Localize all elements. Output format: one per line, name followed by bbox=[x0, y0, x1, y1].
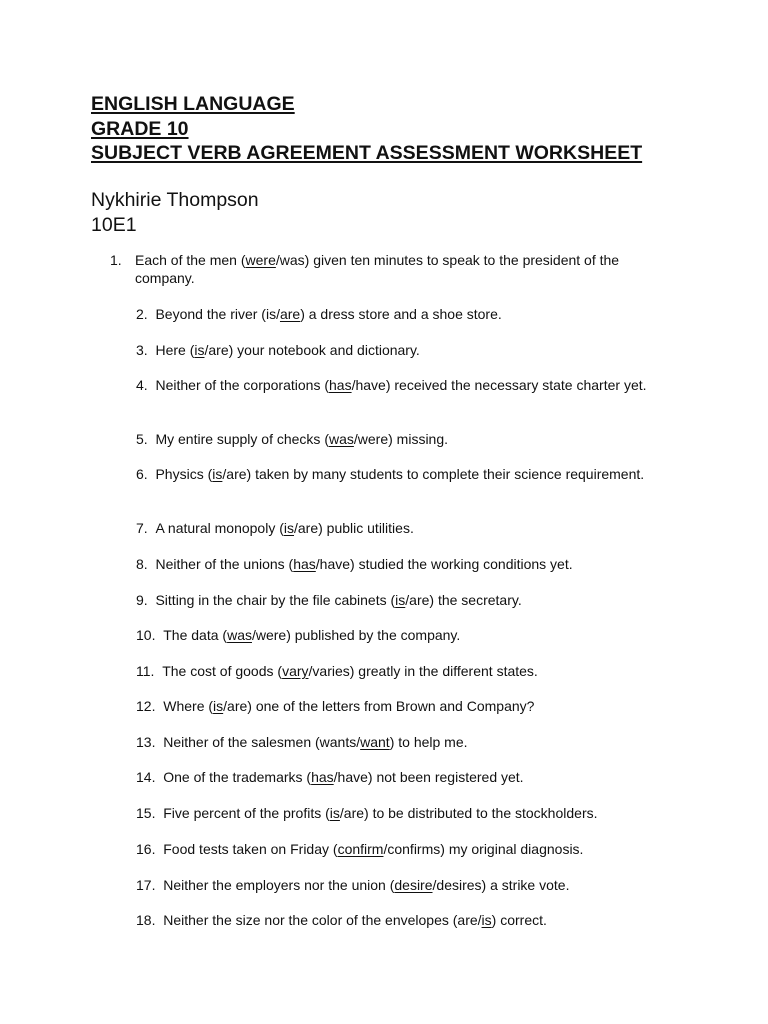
grade-title: GRADE 10 bbox=[91, 117, 189, 140]
selected-answer: are bbox=[279, 306, 301, 322]
question-item bbox=[111, 911, 671, 929]
question-stem: Neither of the salesmen (wants/ bbox=[163, 734, 361, 750]
question-item bbox=[111, 305, 671, 323]
selected-answer: has bbox=[293, 556, 316, 572]
question-stem: Where ( bbox=[163, 698, 214, 714]
question-text bbox=[136, 519, 671, 537]
question-ending: ) missing. bbox=[388, 431, 449, 447]
question-number: 12. bbox=[136, 698, 156, 714]
question-number: 8. bbox=[136, 556, 148, 572]
question-ending: ) studied the working conditions yet. bbox=[350, 556, 573, 572]
question-item bbox=[111, 341, 671, 359]
question-item bbox=[111, 768, 671, 786]
question-text bbox=[136, 840, 671, 858]
question-number: 1. bbox=[110, 252, 122, 268]
question-text bbox=[136, 876, 671, 894]
alternate-option: /have bbox=[333, 769, 368, 785]
question-stem: Physics ( bbox=[155, 466, 213, 482]
selected-answer: is bbox=[213, 698, 224, 714]
question-text bbox=[136, 465, 671, 483]
question-item bbox=[111, 876, 671, 894]
question-ending: ) published by the company. bbox=[286, 627, 461, 643]
question-number: 17. bbox=[136, 877, 156, 893]
question-ending: ) taken by many students to complete their science requirement. bbox=[246, 466, 645, 482]
question-item bbox=[110, 251, 670, 287]
question-number: 11. bbox=[136, 663, 155, 679]
question-ending: ) correct. bbox=[491, 912, 547, 928]
question-text bbox=[136, 697, 671, 715]
alternate-option: /are bbox=[204, 342, 229, 358]
question-number: 18. bbox=[136, 912, 156, 928]
question-stem: A natural monopoly ( bbox=[155, 520, 284, 536]
question-item bbox=[111, 626, 671, 644]
question-item bbox=[111, 555, 671, 573]
alternate-option: /were bbox=[353, 431, 389, 447]
question-text bbox=[136, 768, 671, 786]
question-text bbox=[136, 341, 671, 359]
question-text bbox=[136, 591, 671, 609]
question-stem: Neither the employers nor the union ( bbox=[163, 877, 395, 893]
question-ending: ) a dress store and a shoe store. bbox=[300, 306, 502, 322]
question-stem: Sitting in the chair by the file cabinets ( bbox=[155, 592, 396, 608]
selected-answer: is bbox=[212, 466, 223, 482]
question-ending: ) public utilities. bbox=[318, 520, 414, 536]
question-number: 16. bbox=[136, 841, 156, 857]
student-class: 10E1 bbox=[91, 213, 137, 236]
selected-answer: desire bbox=[394, 877, 433, 893]
selected-answer: vary bbox=[282, 663, 309, 679]
question-text bbox=[136, 733, 671, 751]
question-number: 15. bbox=[136, 805, 156, 821]
question-stem: My entire supply of checks ( bbox=[155, 431, 329, 447]
question-number: 7. bbox=[136, 520, 148, 536]
selected-answer: is bbox=[395, 592, 406, 608]
question-number: 2. bbox=[136, 306, 148, 322]
question-text bbox=[136, 662, 671, 680]
question-number: 14. bbox=[136, 769, 156, 785]
question-stem: Five percent of the profits ( bbox=[163, 805, 330, 821]
selected-answer: was bbox=[227, 627, 252, 643]
subject-title: ENGLISH LANGUAGE bbox=[91, 93, 295, 115]
question-text bbox=[135, 251, 670, 287]
question-text bbox=[136, 376, 671, 394]
question-item bbox=[111, 840, 671, 858]
selected-answer: confirm bbox=[337, 841, 384, 857]
question-text bbox=[136, 911, 671, 929]
question-ending: ) a strike vote. bbox=[481, 877, 570, 893]
alternate-option: /desires bbox=[432, 877, 482, 893]
question-text bbox=[136, 804, 671, 822]
alternate-option: /are bbox=[223, 698, 248, 714]
question-stem: Beyond the river (is/ bbox=[155, 306, 280, 322]
question-stem: Neither the size nor the color of the envelopes (are/ bbox=[163, 912, 482, 928]
alternate-option: /have bbox=[351, 377, 386, 393]
question-ending: ) to be distributed to the stockholders. bbox=[364, 805, 598, 821]
question-item bbox=[111, 519, 671, 537]
student-name: Nykhirie Thompson bbox=[91, 189, 259, 211]
alternate-option: /are bbox=[405, 592, 430, 608]
selected-answer: is bbox=[481, 912, 492, 928]
question-ending: ) the secretary. bbox=[429, 592, 522, 608]
question-stem: Food tests taken on Friday ( bbox=[163, 841, 338, 857]
question-stem: Here ( bbox=[155, 342, 195, 358]
question-item bbox=[111, 591, 671, 609]
question-item bbox=[111, 430, 671, 448]
question-ending: ) received the necessary state charter yet. bbox=[385, 377, 647, 393]
question-text bbox=[136, 430, 671, 448]
question-number: 9. bbox=[136, 592, 148, 608]
selected-answer: were bbox=[245, 252, 276, 268]
selected-answer: is bbox=[194, 342, 205, 358]
alternate-option: /have bbox=[315, 556, 351, 572]
question-stem: One of the trademarks ( bbox=[163, 769, 312, 785]
question-text bbox=[136, 555, 671, 573]
alternate-option: /are bbox=[294, 520, 319, 536]
question-item bbox=[111, 733, 671, 751]
question-number: 10. bbox=[136, 627, 156, 643]
question-number: 6. bbox=[136, 466, 148, 482]
question-ending: ) greatly in the different states. bbox=[349, 663, 538, 679]
question-ending: ) my original diagnosis. bbox=[440, 841, 584, 857]
selected-answer: is bbox=[283, 520, 294, 536]
question-stem: Each of the men ( bbox=[135, 252, 246, 268]
question-number: 13. bbox=[136, 734, 156, 750]
selected-answer: want bbox=[360, 734, 390, 750]
question-stem: The data ( bbox=[163, 627, 228, 643]
alternate-option: /are bbox=[339, 805, 365, 821]
alternate-option: /are bbox=[222, 466, 247, 482]
question-item bbox=[111, 376, 671, 394]
question-ending: ) to help me. bbox=[389, 734, 468, 750]
question-item bbox=[111, 662, 671, 680]
selected-answer: was bbox=[328, 431, 354, 447]
alternate-option: /was bbox=[275, 252, 305, 268]
question-ending: ) not been registered yet. bbox=[367, 769, 524, 785]
question-text bbox=[136, 626, 671, 644]
selected-answer: has bbox=[329, 377, 352, 393]
alternate-option: /confirms bbox=[383, 841, 441, 857]
question-number: 4. bbox=[136, 377, 148, 393]
question-ending: ) your notebook and dictionary. bbox=[228, 342, 420, 358]
worksheet-title: SUBJECT VERB AGREEMENT ASSESSMENT WORKSHEET bbox=[91, 142, 643, 164]
question-text bbox=[136, 305, 671, 323]
selected-answer: is bbox=[329, 805, 340, 821]
question-number: 3. bbox=[136, 342, 148, 358]
question-stem: Neither of the unions ( bbox=[155, 556, 294, 572]
question-item bbox=[111, 804, 671, 822]
question-item bbox=[111, 697, 671, 715]
question-number: 5. bbox=[136, 431, 148, 447]
question-item bbox=[111, 465, 671, 483]
selected-answer: has bbox=[311, 769, 334, 785]
question-ending: ) one of the letters from Brown and Company? bbox=[247, 698, 535, 714]
alternate-option: /were bbox=[251, 627, 287, 643]
question-stem: Neither of the corporations ( bbox=[155, 377, 329, 393]
alternate-option: /varies bbox=[308, 663, 350, 679]
question-ending: ) given ten minutes to speak to the president of the company. bbox=[135, 252, 620, 286]
question-stem: The cost of goods ( bbox=[162, 663, 283, 679]
